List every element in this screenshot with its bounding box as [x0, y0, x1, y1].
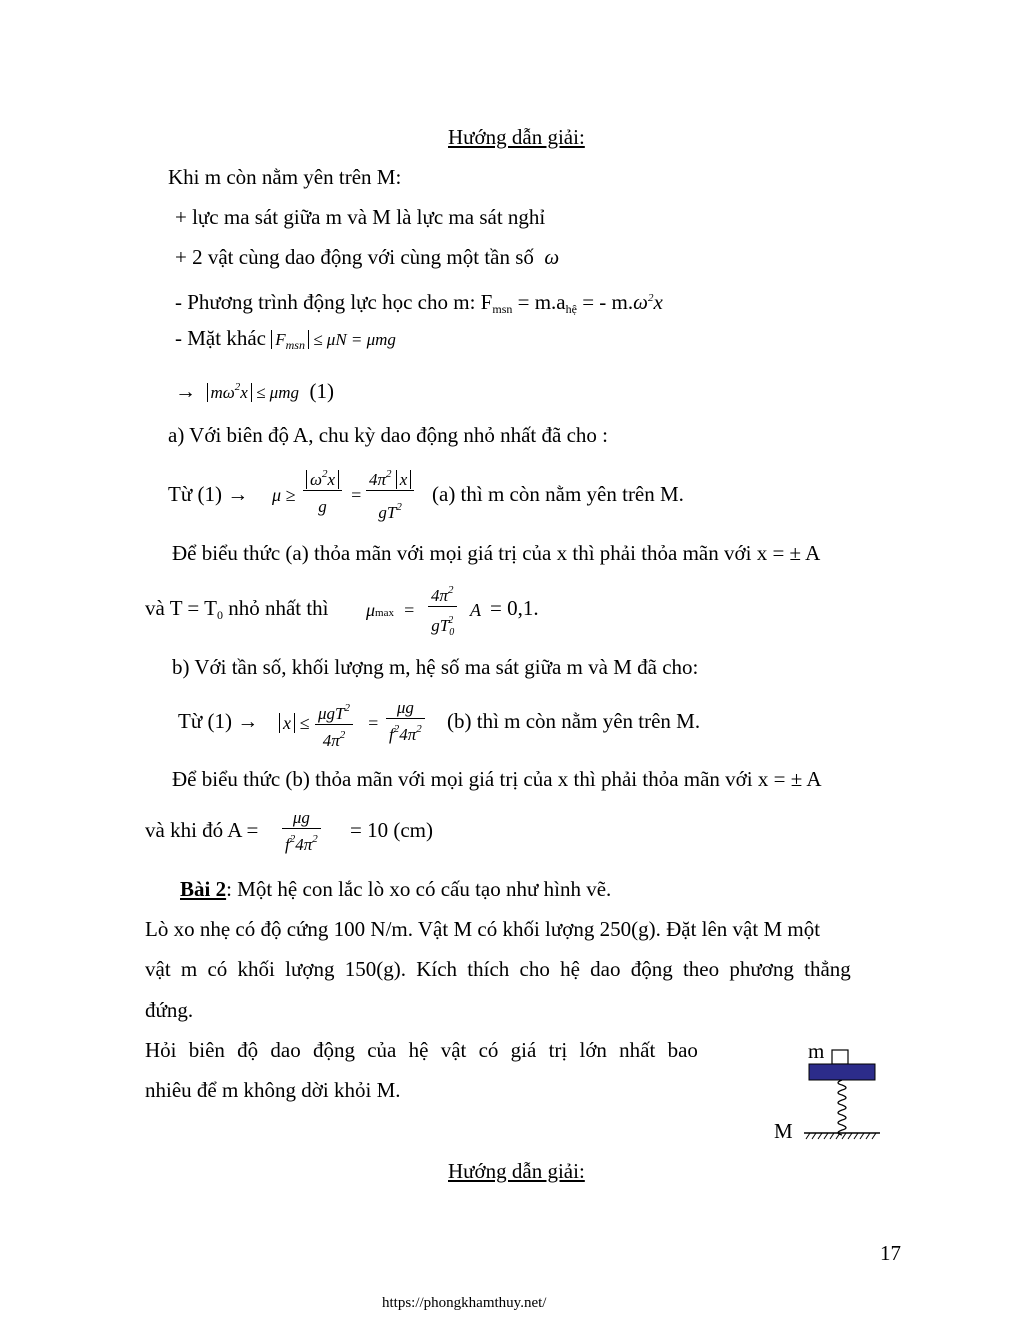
condition-b-text: (b) thì m còn nằm yên trên M.	[447, 709, 701, 733]
fraction-omega-x-over-g: $\frac{\omega^2x}{g}$	[303, 464, 342, 517]
spring-mass-figure	[800, 1046, 885, 1142]
bullet-same-frequency: + 2 vật cùng dao động với cùng một tần số ω	[175, 245, 560, 269]
exercise-2-question-1: Hỏi biên độ dao động của hệ vật có giá trị lớn nhất bao	[145, 1038, 698, 1062]
fraction-amplitude: $\frac{\mu g}{f^24\pi^2}$	[282, 808, 321, 855]
fraction-4pi2-over-gT02: $\frac{4\pi^2}{gT_0^2}$	[428, 580, 457, 643]
fraction-4pi2x-over-gT2: $\frac{4\pi^2 x}{gT^2}$	[366, 464, 414, 523]
bullet-dynamics-equation: - Phương trình động lực học cho m: $F_{msn} = m.a_{hệ}$ = - $m.\omega^2x$	[175, 290, 663, 316]
from-eq1-b: Từ (1) →	[178, 709, 259, 733]
fraction-mug-over-f24pi2: $\frac{\mu g}{f^24\pi^2}$	[386, 698, 425, 745]
mu-max: μmax =	[366, 600, 416, 620]
exercise-2-title: Bài 2: Một hệ con lắc lò xo có cấu tạo như hình vẽ.	[180, 877, 612, 901]
equals-sign-b: =	[367, 713, 380, 733]
part-b-title: b) Với tần số, khối lượng m, hệ số ma sát giữa m và M đã cho:	[172, 655, 699, 679]
x-leq: x ≤	[279, 710, 309, 736]
equals-sign-a: =	[350, 485, 363, 505]
figure-label-M: M	[774, 1119, 793, 1143]
spring	[838, 1080, 846, 1135]
small-mass-block	[832, 1050, 848, 1064]
solution-heading-2: Hướng dẫn giải:	[448, 1159, 585, 1183]
condition-b-explanation: Để biểu thức (b) thỏa mãn với mọi giá trị của x thì phải thỏa mãn với x = ± A	[172, 767, 822, 791]
large-mass-plate	[809, 1064, 875, 1080]
solution-heading: Hướng dẫn giải:	[448, 125, 585, 149]
and-T0-line: và $T = T_0$ nhỏ nhất thì	[145, 596, 329, 622]
bullet-static-friction: + lực ma sát giữa m và M là lực ma sát nghỉ	[175, 205, 546, 229]
condition-a-explanation: Để biểu thức (a) thỏa mãn với mọi giá trị của x thì phải thỏa mãn với x = ± A	[172, 541, 821, 565]
figure-label-m: m	[808, 1039, 825, 1063]
page-number: 17	[880, 1241, 901, 1265]
amplitude-value: = 10 (cm)	[350, 818, 433, 842]
footer-url[interactable]: https://phongkhamthuy.net/	[382, 1295, 547, 1311]
fraction-mugT2-over-4pi2: μgT$^2$ $4\pi^2$	[315, 698, 353, 751]
from-eq1-a: Từ (1) →	[168, 482, 249, 506]
exercise-2-line-2: vật m có khối lượng 150(g). Kích thích cho hệ dao động theo phương thẳng	[145, 957, 851, 981]
bullet-friction-bound: - Mặt khác $F_{msn} \le \mu N = \mu mg$	[175, 326, 396, 352]
exercise-2-line-3: đứng.	[145, 998, 194, 1022]
ground-hatching	[806, 1133, 876, 1139]
mu-geq: μ ≥	[272, 485, 296, 505]
part-a-title: a) Với biên độ A, chu kỳ dao động nhỏ nhất đã cho :	[168, 423, 608, 447]
condition-a-text: (a) thì m còn nằm yên trên M.	[432, 482, 684, 506]
amplitude-A: A	[470, 600, 481, 620]
mu-max-value: = 0,1.	[490, 596, 539, 620]
intro-line: Khi m còn nằm yên trên M:	[168, 165, 402, 189]
and-A-line: và khi đó A =	[145, 818, 259, 842]
exercise-2-line-1: Lò xo nhẹ có độ cứng 100 N/m. Vật M có khối lượng 250(g). Đặt lên vật M một	[145, 917, 821, 941]
equation-1: → $m\omega^2x \le \mu mg$ (1)	[175, 379, 334, 403]
exercise-2-question-2: nhiêu để m không dời khỏi M.	[145, 1078, 401, 1102]
